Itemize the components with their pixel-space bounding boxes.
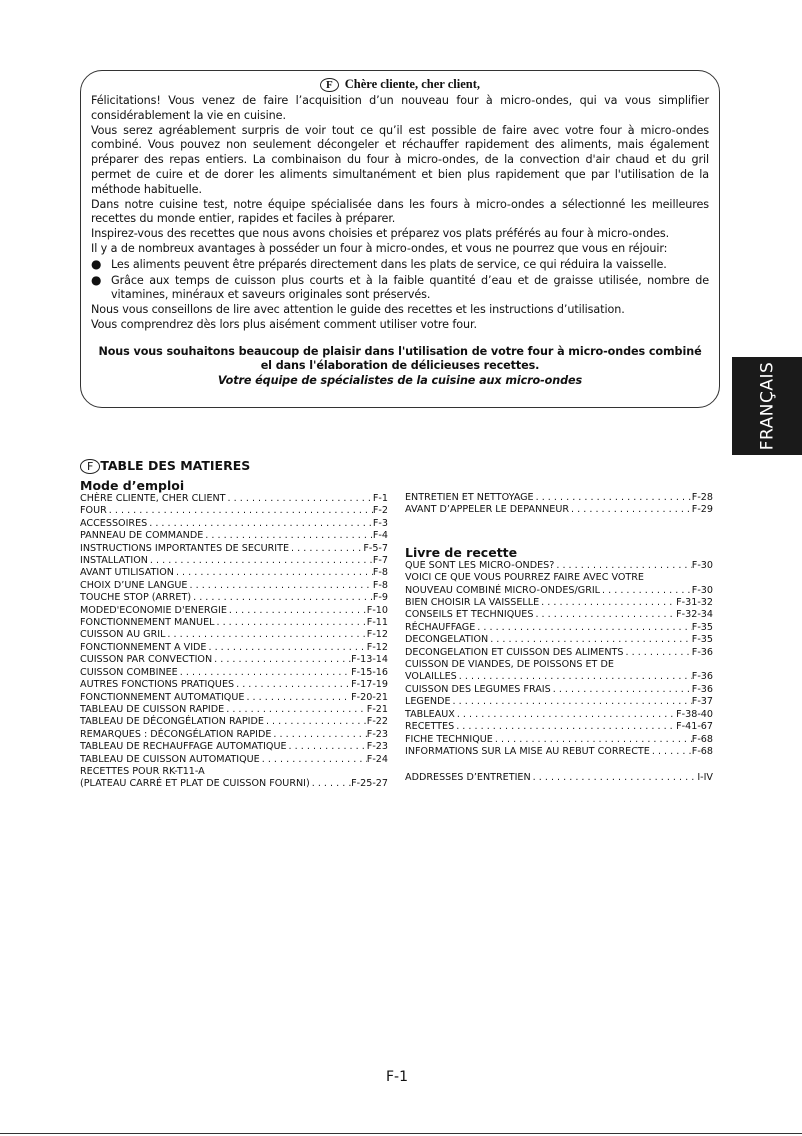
toc-entry[interactable] [80, 729, 388, 741]
toc-entry-label: TABLEAU DE CUISSON AUTOMATIQUE [80, 753, 260, 765]
dot-leader [178, 667, 351, 679]
toc-entry-label: AUTRES FONCTIONS PRATIQUES [80, 679, 235, 691]
toc-entry-page: F-68 [691, 745, 713, 757]
toc-left-column [80, 478, 388, 791]
dot-leader [533, 609, 676, 621]
toc-entry-page: F-30 [691, 584, 713, 596]
bullet-icon: ● [91, 256, 102, 271]
toc-entry[interactable] [405, 746, 713, 758]
toc-entry-label: NOUVEAU COMBINÉ MICRO-ONDES/GRIL [405, 584, 601, 596]
page-bottom-rule [0, 1133, 802, 1134]
toc-entry[interactable] [80, 555, 388, 567]
toc-entry-page: F-2 [372, 505, 388, 517]
dot-leader [165, 629, 366, 641]
toc-entry[interactable]: VOICI CE QUE VOUS POURREZ FAIRE AVEC VOTRE [405, 572, 644, 584]
toc-entry-label: CHÈRE CLIENTE, CHER CLIENT [80, 493, 226, 504]
toc-entry-label: TABLEAUX [405, 708, 455, 720]
dot-leader [310, 778, 351, 790]
heading-text: Chère cliente, cher client, [344, 77, 480, 91]
toc-entry-page: F-22 [366, 716, 388, 728]
dot-leader [214, 617, 366, 629]
toc-entry[interactable] [405, 772, 713, 784]
paragraph: Dans notre cuisine test, notre équipe spécialisée dans les fours à micro-ondes a sélectionné les meilleures recettes du monde entier, rapides et faciles à préparer. [91, 197, 709, 226]
toc-entry-page: F-41-67 [676, 721, 713, 733]
toc-entry[interactable] [80, 592, 388, 604]
toc-entry-page: F-36 [691, 646, 713, 658]
toc-entry[interactable] [405, 504, 713, 516]
toc-entry-label: LEGENDE [405, 696, 451, 708]
toc-entry-page: F-1 [372, 493, 388, 504]
dot-leader [600, 585, 692, 597]
section-heading: Livre de recette [405, 544, 518, 560]
dot-leader [203, 530, 373, 542]
welcome-letter-box [80, 70, 720, 408]
toc-entry-page: F-37 [691, 696, 713, 708]
toc-entry-label: FICHE TECHNIQUE [405, 733, 493, 745]
toc-entry-label: AVANT UTILISATION [80, 567, 174, 579]
bullet-item [91, 273, 709, 304]
toc-entry-label: BIEN CHOISIR LA VAISSELLE [405, 597, 540, 609]
toc-entry-page: F-35 [691, 634, 713, 646]
toc-entry[interactable] [80, 518, 388, 530]
toc-entry-page: F-36 [691, 683, 713, 695]
toc-entry[interactable] [405, 634, 713, 646]
toc-entry-label: FOUR [80, 505, 107, 517]
dot-leader [206, 642, 366, 654]
toc-entry[interactable] [80, 754, 388, 766]
dot-leader [650, 746, 692, 758]
toc-entry[interactable] [80, 654, 388, 666]
toc-entry-label: ACCESSOIRES [80, 517, 148, 529]
toc-entry-label: CONSEILS ET TECHNIQUES [405, 609, 534, 621]
dot-leader [475, 622, 692, 634]
dot-leader [244, 692, 351, 704]
toc-entry-page: F-8 [372, 579, 388, 591]
toc-entry-label: REMARQUES : DÉCONGÉLATION RAPIDE [80, 728, 272, 740]
toc-entry[interactable] [405, 721, 713, 733]
dot-leader [454, 721, 676, 733]
toc-entry-label: AVANT D’APPELER LE DEPANNEUR [405, 504, 570, 516]
toc-entry[interactable] [80, 530, 388, 542]
toc-entry-page: F-21 [366, 703, 388, 715]
paragraph: Nous vous conseillons de lire avec attention le guide des recettes et les instructions d’utilisation. [91, 303, 625, 317]
dot-leader [551, 684, 692, 696]
toc-entry-page: F-38-40 [676, 708, 713, 720]
dot-leader [554, 560, 691, 572]
toc-entry[interactable] [405, 622, 713, 634]
toc-entry-label: RÉCHAUFFAGE [405, 621, 476, 633]
toc-entry-label: CUISSON AU GRIL [80, 629, 166, 641]
toc-entry-page: F-10 [366, 604, 388, 616]
dot-leader [287, 741, 367, 753]
paragraph: Vous serez agréablement surpris de voir tout ce qu’il est possible de faire avec votre four à micro-ondes combiné. Vous pouvez non seulement décongeler et réchauffer rapidement des aliments, mais également préparer des repas entiers. La combinaison du four à micro-ondes, de la convection d'air chaud et du gril permet de cuire et de dorer les aliments simultanément et bien plus rapidement que par l'utilisation de la méthode habituelle. [91, 123, 709, 196]
toc-entry-label: TOUCHE STOP (ARRET) [80, 592, 192, 604]
paragraph: Vous comprendrez dès lors plus aisément comment utiliser votre four. [91, 317, 477, 331]
section-heading: Mode d’emploi [80, 478, 185, 493]
toc-entry-page: F-32-34 [676, 609, 713, 621]
toc-entry[interactable] [405, 709, 713, 721]
toc-entry-page: F-8 [372, 567, 388, 579]
toc-entry-page: I-IV [697, 772, 713, 784]
dot-leader [493, 734, 692, 746]
dot-leader [191, 592, 373, 604]
toc-entry-page: F-23 [366, 728, 388, 740]
toc-entry-page: F-13-14 [351, 654, 388, 666]
toc-entry-page: F-68 [691, 733, 713, 745]
toc-entry-page: F-9 [372, 592, 388, 604]
toc-entry[interactable] [80, 704, 388, 716]
toc-entry-page: F-31-32 [676, 597, 713, 609]
toc-entry-label: INSTRUCTIONS IMPORTANTES DE SECURITE [80, 542, 290, 554]
dot-leader [451, 696, 692, 708]
dot-leader [188, 580, 373, 592]
toc-entry-label: FONCTIONNEMENT AUTOMATIQUE [80, 691, 245, 703]
dot-leader [147, 518, 373, 530]
toc-entry[interactable] [80, 778, 388, 790]
toc-entry[interactable] [80, 505, 388, 517]
toc-entry[interactable] [405, 597, 713, 609]
toc-entry[interactable] [405, 560, 713, 572]
toc-entry[interactable] [80, 580, 388, 592]
toc-entry[interactable] [80, 741, 388, 753]
bullet-icon: ● [91, 272, 102, 287]
dot-leader [455, 709, 676, 721]
toc-entry-page: F-12 [366, 641, 388, 653]
toc-entry-page: F-28 [691, 492, 713, 503]
toc-entry-page: F-17-19 [351, 679, 388, 691]
page-number: F-1 [386, 1069, 409, 1085]
toc-entry-label: ADDRESSES D’ENTRETIEN [405, 772, 531, 784]
closing-text: Nous vous souhaitons beaucoup de plaisir dans l'utilisation de votre four à micro-ondes combiné el dans l'élaboration de délicieuses recettes. [98, 344, 702, 373]
toc-entry-label: TABLEAU DE CUISSON RAPIDE [80, 703, 225, 715]
toc-entry[interactable] [80, 605, 388, 617]
toc-entry-page: F-11 [366, 617, 388, 629]
toc-entry[interactable] [80, 667, 388, 679]
toc-right-column [405, 492, 713, 785]
toc-title-text: TABLE DES MATIERES [100, 458, 251, 473]
toc-entry[interactable] [405, 585, 713, 597]
dot-leader [212, 654, 351, 666]
bullet-text: Grâce aux temps de cuisson plus courts et à la faible quantité d’eau et de graisse utilisée, nombre de vitamines, minéraux et saveurs originales sont préservés. [111, 273, 709, 302]
dot-leader [624, 647, 692, 659]
dot-leader [224, 704, 367, 716]
dot-leader [488, 634, 692, 646]
toc-entry-page: F-30 [691, 559, 713, 571]
language-side-tab [732, 357, 802, 455]
paragraph: Inspirez-vous des recettes que nous avons choisies et préparez vos plats préférés au four à micro-ondes. [91, 227, 670, 241]
language-badge: F [80, 459, 100, 474]
toc-entry[interactable]: RECETTES POUR RK-T11-A [80, 765, 205, 777]
dot-leader [289, 543, 363, 555]
dot-leader [226, 493, 373, 505]
toc-entry-page: F-24 [366, 753, 388, 765]
toc-entry[interactable] [405, 734, 713, 746]
toc-entry[interactable] [405, 609, 713, 621]
toc-entry[interactable] [405, 492, 713, 504]
toc-entry-label: CUISSON COMBINEE [80, 666, 178, 678]
toc-entry-label: TABLEAU DE DÉCONGÉLATION RAPIDE [80, 716, 264, 728]
toc-entry[interactable] [405, 684, 713, 696]
toc-entry-label: QUE SONT LES MICRO-ONDES? [405, 559, 555, 571]
toc-entry-label: MODED'ECONOMIE D'ENERGIE [80, 604, 227, 616]
toc-entry-label: ENTRETIEN ET NETTOYAGE [405, 492, 534, 503]
toc-entry-label: INSTALLATION [80, 555, 148, 567]
toc-entry-page: F-23 [366, 741, 388, 753]
toc-entry-page: F-7 [372, 555, 388, 567]
dot-leader [264, 716, 367, 728]
toc-entry-page: F-20-21 [351, 691, 388, 703]
bullet-item [91, 257, 709, 273]
dot-leader [107, 505, 373, 517]
toc-entry-label: FONCTIONNEMENT MANUEL [80, 617, 215, 629]
dot-leader [174, 567, 373, 579]
toc-entry-page: F-3 [372, 517, 388, 529]
toc-entry[interactable]: CUISSON DE VIANDES, DE POISSONS ET DE [405, 659, 614, 671]
toc-entry[interactable] [80, 629, 388, 641]
toc-entry[interactable] [405, 671, 713, 683]
toc-entry-page: F-15-16 [351, 666, 388, 678]
toc-title [80, 458, 250, 474]
toc-entry-page: F-29 [691, 504, 713, 516]
dot-leader [539, 597, 676, 609]
toc-entry-page: F-36 [691, 671, 713, 683]
side-tab-label: FRANÇAIS [757, 361, 777, 451]
toc-entry-page: F-12 [366, 629, 388, 641]
toc-entry-label: CHOIX D’UNE LANGUE [80, 579, 188, 591]
toc-entry[interactable] [405, 647, 713, 659]
toc-entry-label: INFORMATIONS SUR LA MISE AU REBUT CORRECTE [405, 745, 650, 757]
toc-entry-label: (PLATEAU CARRÉ ET PLAT DE CUISSON FOURNI) [80, 778, 310, 790]
dot-leader [534, 492, 692, 504]
toc-entry-label: VOLAILLES [405, 671, 457, 683]
letter-heading [91, 77, 709, 92]
toc-entry-page: F-25-27 [351, 778, 388, 790]
toc-entry-page: F-5-7 [363, 542, 388, 554]
dot-leader [234, 679, 351, 691]
language-badge: F [320, 78, 339, 92]
dot-leader [148, 555, 373, 567]
dot-leader [271, 729, 366, 741]
toc-entry-label: DECONGELATION [405, 634, 489, 646]
dot-leader [227, 605, 367, 617]
toc-entry-label: PANNEAU DE COMMANDE [80, 530, 204, 542]
toc-entry-label: RECETTES [405, 721, 455, 733]
toc-entry-label: FONCTIONNEMENT A VIDE [80, 641, 207, 653]
toc-entry[interactable] [80, 642, 388, 654]
toc-entry[interactable] [80, 617, 388, 629]
toc-entry[interactable] [80, 716, 388, 728]
toc-entry[interactable] [80, 493, 388, 505]
toc-entry[interactable] [405, 696, 713, 708]
signature: Votre équipe de spécialistes de la cuisine aux micro-ondes [217, 373, 583, 387]
toc-entry-label: CUISSON PAR CONVECTION [80, 654, 213, 666]
toc-entry[interactable] [80, 543, 388, 555]
toc-entry-label: CUISSON DES LEGUMES FRAIS [405, 683, 551, 695]
dot-leader [531, 772, 698, 784]
toc-entry-page: F-35 [691, 621, 713, 633]
toc-entry-label: DECONGELATION ET CUISSON DES ALIMENTS [405, 646, 624, 658]
toc-entry-page: F-4 [372, 530, 388, 542]
toc-entry[interactable] [80, 567, 388, 579]
toc-entry-label: TABLEAU DE RECHAUFFAGE AUTOMATIQUE [80, 741, 287, 753]
dot-leader [260, 754, 367, 766]
dot-leader [569, 504, 692, 516]
toc-entry[interactable] [80, 692, 388, 704]
dot-leader [457, 671, 692, 683]
bullet-text: Les aliments peuvent être préparés directement dans les plats de service, ce qui réduira la vaisselle. [111, 257, 667, 271]
paragraph: Félicitations! Vous venez de faire l’acquisition d’un nouveau four à micro-ondes, qui va vous simplifier considérablement la vie en cuisine. [91, 94, 709, 122]
paragraph: Il y a de nombreux avantages à posséder un four à micro-ondes, et vous ne pourrez que vous en réjouir: [91, 241, 668, 255]
toc-entry[interactable] [80, 679, 388, 691]
